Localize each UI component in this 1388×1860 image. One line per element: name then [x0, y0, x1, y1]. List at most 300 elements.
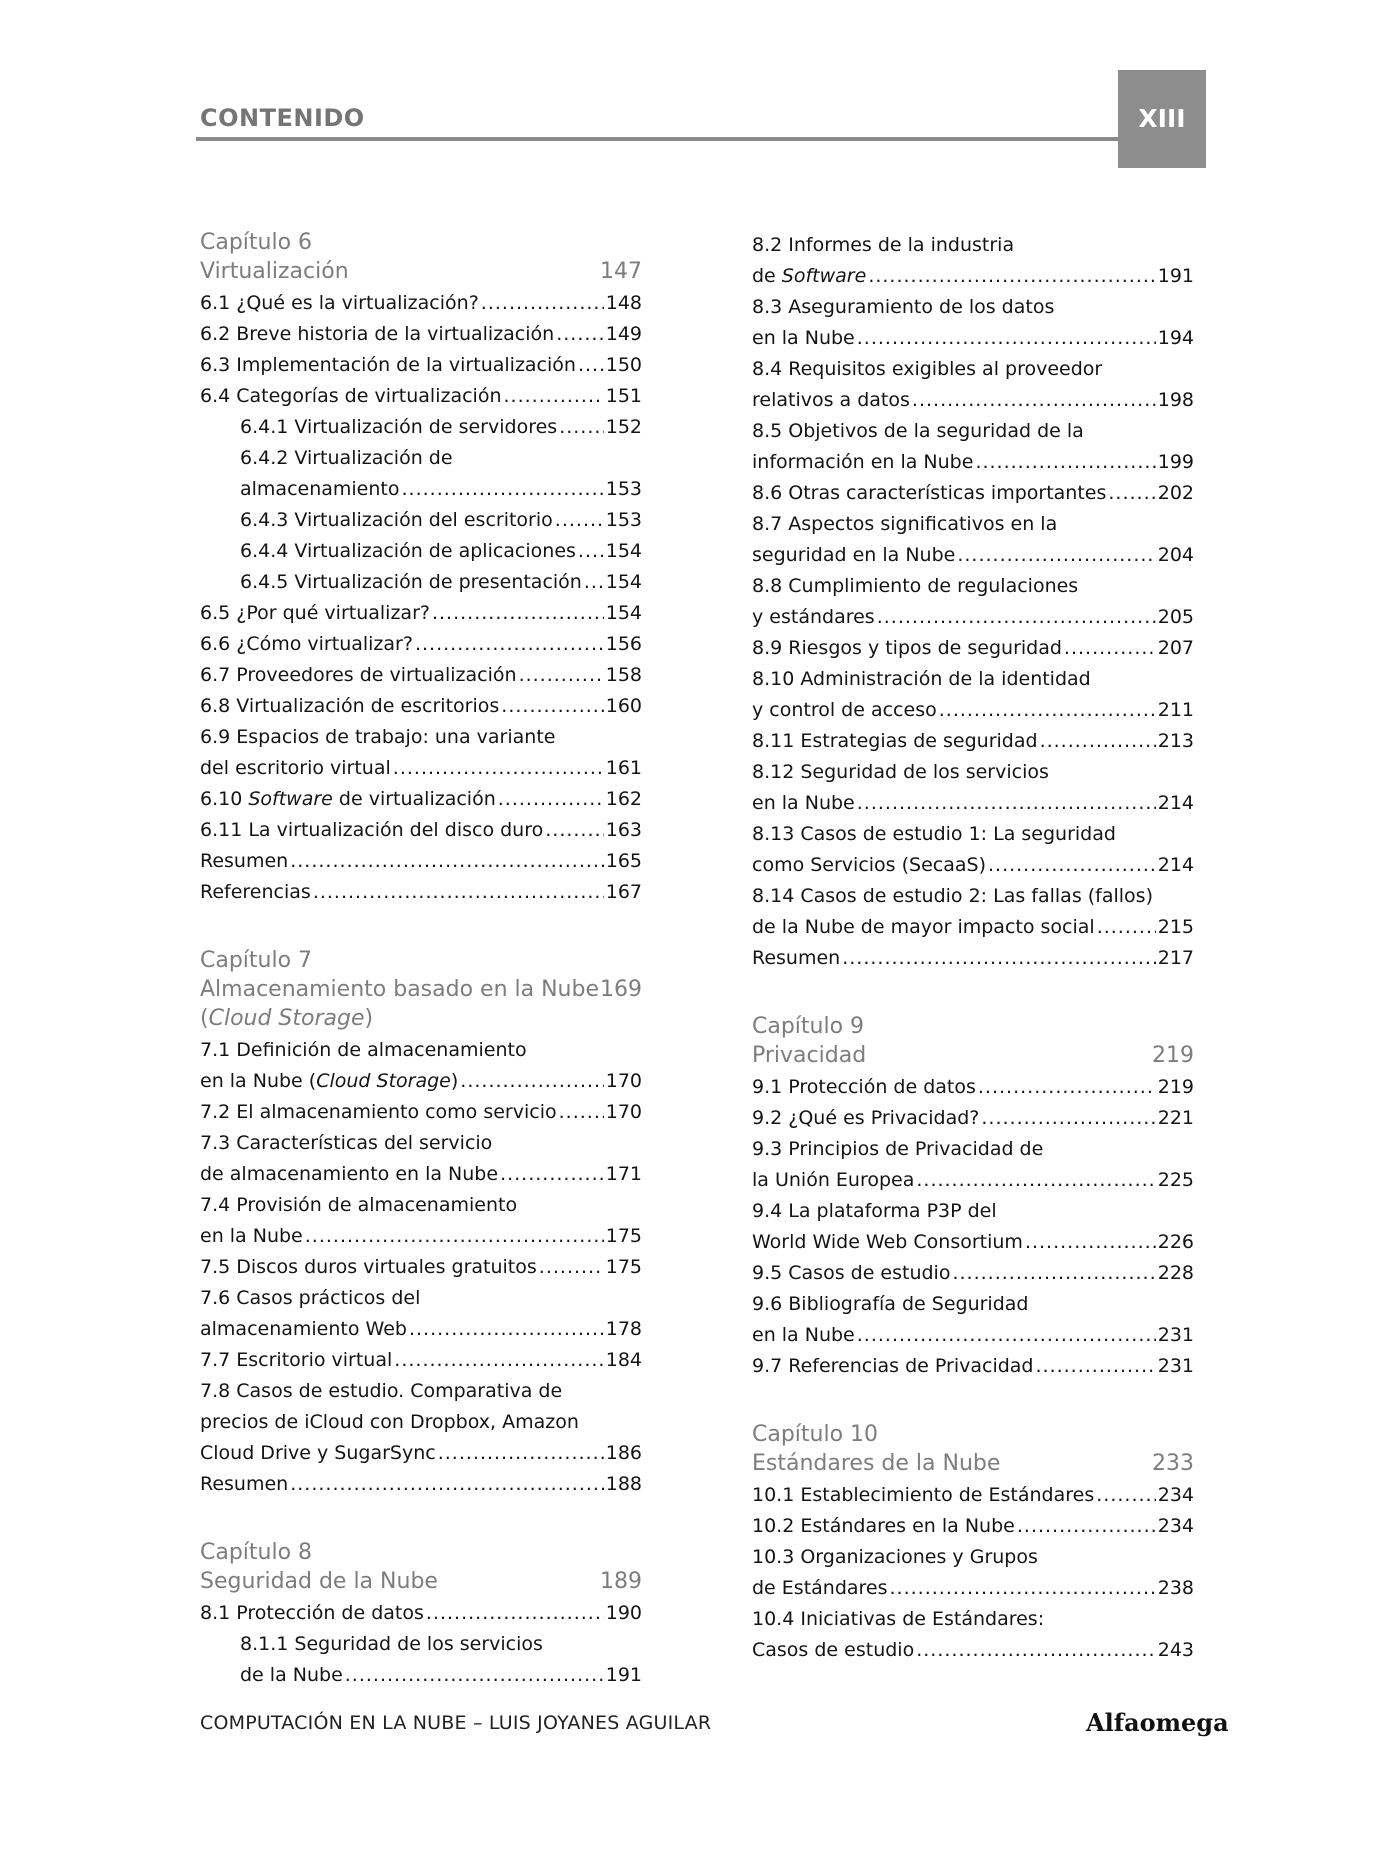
toc-entry-text: 6.4.4 Virtualización de aplicaciones: [240, 540, 576, 562]
toc-entry-page: 243: [1157, 1639, 1194, 1661]
dot-leader: [500, 1159, 604, 1190]
dot-leader: [1017, 1511, 1156, 1542]
toc-entry-text: 9.1 Protección de datos: [752, 1076, 976, 1098]
toc-entry-page: 154: [605, 571, 642, 593]
dot-leader: [460, 1066, 603, 1097]
toc-entry: [752, 571, 1194, 633]
toc-entry-line: [200, 1345, 642, 1376]
toc-entry: [752, 1351, 1194, 1382]
toc-entry: [752, 292, 1194, 354]
toc-entry-text: 8.4 Requisitos exigibles al proveedor: [752, 358, 1103, 380]
chapter-label: Capítulo 6: [200, 230, 313, 255]
toc-entry: [752, 1072, 1194, 1103]
toc-entry-line: [200, 691, 642, 722]
toc-entry-text: 8.8 Cumplimiento de regulaciones: [752, 575, 1079, 597]
toc-entry-line: [240, 412, 642, 443]
toc-entry-text: 6.10 Software de virtualización: [200, 788, 496, 810]
toc-entry: [200, 1035, 642, 1097]
toc-entry-text: 8.14 Casos de estudio 2: Las fallas (fallos): [752, 885, 1153, 907]
chapter-page: 169: [600, 977, 642, 1002]
chapter-page: 147: [600, 259, 642, 284]
toc-entry-text: del escritorio virtual: [200, 757, 391, 779]
dot-leader: [432, 598, 604, 629]
toc-entry-text: 8.2 Informes de la industria: [752, 234, 1015, 256]
toc-entry-text: Resumen: [752, 947, 841, 969]
toc-entry-text: Referencias: [200, 881, 311, 903]
page-number-tab: XIII: [1118, 70, 1206, 168]
toc-entry: [200, 1097, 642, 1128]
dot-leader: [290, 1469, 604, 1500]
toc-entry-line: [752, 1165, 1194, 1196]
toc-entry: [200, 815, 642, 846]
toc-entry-line: [200, 753, 642, 784]
toc-entry-page: 162: [605, 788, 642, 810]
toc-entry-text: 7.5 Discos duros virtuales gratuitos: [200, 1256, 537, 1278]
toc-entry-line: [752, 385, 1194, 416]
dot-leader: [559, 1097, 604, 1128]
dot-leader: [426, 1598, 604, 1629]
toc-entry-page: 178: [605, 1318, 642, 1340]
toc-entry-text: 9.4 La plataforma P3P del: [752, 1200, 997, 1222]
toc-entry: [752, 1480, 1194, 1511]
toc-entry: [200, 1629, 642, 1691]
chapter-title-text: Estándares de la Nube: [752, 1451, 1001, 1476]
dot-leader: [584, 567, 604, 598]
toc-entry-page: 213: [1157, 730, 1194, 752]
dot-leader: [952, 1258, 1155, 1289]
toc-entry-list: [752, 1072, 1194, 1382]
toc-entry-line: [240, 505, 642, 536]
toc-entry-line: [752, 1072, 1194, 1103]
toc-entry-line: [752, 1320, 1194, 1351]
toc-entry: [752, 1289, 1194, 1351]
toc-entry-page: 190: [605, 1602, 642, 1624]
toc-entry-page: 151: [605, 385, 642, 407]
toc-entry-page: 198: [1157, 389, 1194, 411]
toc-entry-page: 161: [605, 757, 642, 779]
toc-entry: [752, 1542, 1194, 1604]
toc-entry: [752, 943, 1194, 974]
toc-entry: [200, 1128, 642, 1190]
dot-leader: [857, 788, 1156, 819]
toc-entry-page: 228: [1157, 1262, 1194, 1284]
toc-entry-text: 6.2 Breve historia de la virtualización: [200, 323, 555, 345]
toc-entry: [200, 443, 642, 505]
toc-entry-text: en la Nube (Cloud Storage): [200, 1070, 459, 1092]
toc-entry: [200, 660, 642, 691]
toc-entry-line: [752, 850, 1194, 881]
running-header-title: CONTENIDO: [200, 104, 365, 132]
toc-entry-line: [200, 815, 642, 846]
toc-entry-page: 167: [605, 881, 642, 903]
toc-entry-page: 231: [1157, 1324, 1194, 1346]
toc-entry-page: 191: [1157, 265, 1194, 287]
toc-entry-page: 149: [605, 323, 642, 345]
toc-entry-text: 7.2 El almacenamiento como servicio: [200, 1101, 557, 1123]
toc-entry-text: 9.2 ¿Qué es Privacidad?: [752, 1107, 980, 1129]
toc-column-left: [200, 228, 642, 1729]
chapter-label: Capítulo 9: [752, 1014, 865, 1039]
toc-entry: [752, 509, 1194, 571]
dot-leader: [857, 1320, 1156, 1351]
toc-entry-line: [752, 261, 1194, 292]
toc-entry-line: [752, 602, 1194, 633]
toc-entry-italic: Software: [248, 788, 333, 810]
toc-entry: [200, 1376, 642, 1469]
toc-entry-text: 6.5 ¿Por qué virtualizar?: [200, 602, 430, 624]
toc-entry-text: 7.7 Escritorio virtual: [200, 1349, 393, 1371]
dot-leader: [890, 1573, 1156, 1604]
toc-entry-page: 238: [1157, 1577, 1194, 1599]
toc-entry-text: de la Nube: [240, 1664, 343, 1686]
toc-entry-line: [200, 1159, 642, 1190]
dot-leader: [305, 1221, 604, 1252]
toc-entry-page: 171: [605, 1163, 642, 1185]
toc-entry-page: 225: [1157, 1169, 1194, 1191]
toc-entry: [752, 1258, 1194, 1289]
toc-entry-line: [200, 784, 642, 815]
dot-leader: [916, 1165, 1155, 1196]
toc-entry-text: almacenamiento: [240, 478, 400, 500]
toc-entry-line: [200, 1097, 642, 1128]
toc-entry-text: en la Nube: [752, 327, 855, 349]
toc-entry-line: [752, 633, 1194, 664]
toc-entry-text: 10.4 Iniciativas de Estándares:: [752, 1608, 1045, 1630]
toc-entry-text: 9.6 Bibliografía de Seguridad: [752, 1293, 1029, 1315]
toc-entry: [200, 319, 642, 350]
toc-entry-page: 217: [1157, 947, 1194, 969]
chapter-section: [752, 1420, 1194, 1666]
toc-entry-page: 215: [1157, 916, 1194, 938]
chapter-section: [200, 228, 642, 908]
dot-leader: [868, 261, 1155, 292]
toc-entry-line: [240, 536, 642, 567]
toc-entry-page: 153: [605, 509, 642, 531]
toc-entry: [200, 381, 642, 412]
chapter-title-text: Seguridad de la Nube: [200, 1569, 438, 1594]
toc-entry-line: [200, 877, 642, 908]
toc-entry-page: 175: [605, 1256, 642, 1278]
toc-entry-line: [200, 1314, 642, 1345]
toc-entry-line: [752, 478, 1194, 509]
toc-column-right: [752, 228, 1194, 1704]
toc-entry-text: como Servicios (SecaaS): [752, 854, 986, 876]
dot-leader: [981, 1103, 1155, 1134]
dot-leader: [393, 753, 604, 784]
toc-entry-page: 156: [605, 633, 642, 655]
toc-entry: [752, 726, 1194, 757]
toc-entry-text: 8.10 Administración de la identidad: [752, 668, 1091, 690]
dot-leader: [1035, 1351, 1155, 1382]
toc-entry-line: [200, 1438, 642, 1469]
chapter-title: [200, 257, 642, 286]
dot-leader: [975, 447, 1155, 478]
toc-entry: [200, 1252, 642, 1283]
toc-entry-line: [752, 1103, 1194, 1134]
toc-entry-line: [752, 540, 1194, 571]
chapter-section: [200, 1538, 642, 1691]
toc-entry-text: 7.3 Características del servicio: [200, 1132, 493, 1154]
toc-entry: [752, 416, 1194, 478]
toc-entry-page: 211: [1157, 699, 1194, 721]
toc-entry-text: 6.8 Virtualización de escritorios: [200, 695, 500, 717]
toc-entry: [200, 722, 642, 784]
toc-entry-text: 8.1 Protección de datos: [200, 1602, 424, 1624]
chapter-label: Capítulo 7: [200, 948, 313, 973]
toc-entry-text: 6.4.3 Virtualización del escritorio: [240, 509, 553, 531]
chapter-section: [752, 1012, 1194, 1382]
toc-entry-list: [752, 1480, 1194, 1666]
toc-entry: [200, 877, 642, 908]
toc-entry-page: 199: [1157, 451, 1194, 473]
toc-entry: [752, 1196, 1194, 1258]
toc-entry-page: 152: [605, 416, 642, 438]
toc-entry-text: información en la Nube: [752, 451, 974, 473]
toc-entry-line: [200, 350, 642, 381]
toc-entry-line: [200, 1066, 642, 1097]
toc-entry-italic: Cloud Storage: [316, 1070, 451, 1092]
toc-entry-text: 6.4.1 Virtualización de servidores: [240, 416, 558, 438]
dot-leader: [555, 505, 604, 536]
toc-entry-text: Cloud Drive y SugarSync: [200, 1442, 436, 1464]
toc-entry: [752, 230, 1194, 292]
toc-entry-text: 8.11 Estrategias de seguridad: [752, 730, 1038, 752]
toc-entry-text: seguridad en la Nube: [752, 544, 956, 566]
toc-entry-line: [200, 598, 642, 629]
chapter-page: 219: [1152, 1043, 1194, 1068]
toc-entry-text: 8.5 Objetivos de la seguridad de la: [752, 420, 1084, 442]
toc-entry: [200, 598, 642, 629]
dot-leader: [409, 1314, 604, 1345]
toc-entry-text: 10.1 Establecimiento de Estándares: [752, 1484, 1095, 1506]
dot-leader: [501, 691, 603, 722]
toc-entry-line: [752, 788, 1194, 819]
toc-entry-page: 207: [1157, 637, 1194, 659]
dot-leader: [916, 1635, 1156, 1666]
toc-entry-line: [752, 695, 1194, 726]
dot-leader: [438, 1438, 604, 1469]
dot-leader: [290, 846, 604, 877]
toc-entry-line: [200, 319, 642, 350]
toc-entry-line: [240, 567, 642, 598]
toc-entry-text: 6.11 La virtualización del disco duro: [200, 819, 544, 841]
toc-entry-text: Casos de estudio: [752, 1639, 915, 1661]
toc-entry-text: 6.4.5 Virtualización de presentación: [240, 571, 582, 593]
toc-entry-text: y estándares: [752, 606, 875, 628]
dot-leader: [1040, 726, 1156, 757]
toc-entry-text: 6.4.2 Virtualización de: [240, 447, 453, 469]
toc-entry-text: de la Nube de mayor impacto social: [752, 916, 1095, 938]
toc-entry-line: [240, 474, 642, 505]
toc-entry: [752, 1511, 1194, 1542]
dot-leader: [394, 1345, 603, 1376]
toc-entry-text: 8.3 Aseguramiento de los datos: [752, 296, 1055, 318]
toc-entry-text: 6.6 ¿Cómo virtualizar?: [200, 633, 413, 655]
toc-entry-line: [752, 912, 1194, 943]
toc-entry: [200, 536, 642, 567]
dot-leader: [481, 288, 604, 319]
toc-entry-line: [752, 1573, 1194, 1604]
toc-entry-italic: Software: [781, 265, 867, 287]
toc-entry-line: [752, 1511, 1194, 1542]
dot-leader: [519, 660, 604, 691]
toc-entry-text: 8.7 Aspectos significativos en la: [752, 513, 1058, 535]
toc-entry: [752, 1103, 1194, 1134]
chapter-section: [200, 946, 642, 1500]
toc-entry-text: 6.9 Espacios de trabajo: una variante: [200, 726, 556, 748]
dot-leader: [939, 695, 1156, 726]
toc-entry-text: 8.9 Riesgos y tipos de seguridad: [752, 637, 1062, 659]
dot-leader: [1097, 912, 1156, 943]
toc-entry-text: precios de iCloud con Dropbox, Amazon: [200, 1411, 579, 1433]
toc-entry-text: 8.12 Seguridad de los servicios: [752, 761, 1049, 783]
toc-entry-page: 188: [605, 1473, 642, 1495]
toc-entry-list: [752, 230, 1194, 974]
toc-entry-page: 204: [1157, 544, 1194, 566]
toc-entry-page: 231: [1157, 1355, 1194, 1377]
toc-entry: [752, 1134, 1194, 1196]
toc-entry-text: en la Nube: [752, 792, 855, 814]
toc-entry-page: 219: [1157, 1076, 1194, 1098]
chapter-title: [752, 1449, 1194, 1478]
toc-entry-text: 6.3 Implementación de la virtualización: [200, 354, 576, 376]
toc-entry-page: 194: [1157, 327, 1194, 349]
toc-entry-text: 8.13 Casos de estudio 1: La seguridad: [752, 823, 1116, 845]
toc-entry-line: [752, 323, 1194, 354]
toc-entry-text: Resumen: [200, 1473, 289, 1495]
toc-entry-line: [752, 447, 1194, 478]
toc-entry-text: almacenamiento Web: [200, 1318, 407, 1340]
dot-leader: [556, 319, 604, 350]
toc-entry-page: 175: [605, 1225, 642, 1247]
footer-publisher: Alfaomega: [1086, 1708, 1229, 1737]
toc-entry: [200, 1283, 642, 1345]
toc-entry-list: [200, 1598, 642, 1691]
toc-entry-page: 170: [605, 1070, 642, 1092]
toc-entry-page: 148: [605, 292, 642, 314]
toc-entry-line: [200, 1221, 642, 1252]
dot-leader: [957, 540, 1155, 571]
toc-entry: [200, 567, 642, 598]
dot-leader: [842, 943, 1156, 974]
toc-entry-line: [240, 1660, 642, 1691]
toc-entry-list: [200, 1035, 642, 1500]
toc-entry-page: 158: [605, 664, 642, 686]
toc-entry-text: 7.4 Provisión de almacenamiento: [200, 1194, 518, 1216]
toc-entry-text: 8.1.1 Seguridad de los servicios: [240, 1633, 543, 1655]
toc-entry-page: 154: [605, 540, 642, 562]
toc-entry-text: 10.2 Estándares en la Nube: [752, 1515, 1015, 1537]
toc-entry-page: 214: [1157, 792, 1194, 814]
toc-entry-page: 154: [605, 602, 642, 624]
dot-leader: [978, 1072, 1156, 1103]
toc-entry-line: [752, 726, 1194, 757]
toc-entry-text: 8.6 Otras características importantes: [752, 482, 1107, 504]
dot-leader: [1096, 1480, 1155, 1511]
chapter-label: Capítulo 8: [200, 1540, 313, 1565]
toc-entry-page: 184: [605, 1349, 642, 1371]
toc-entry-line: [200, 1252, 642, 1283]
toc-entry: [752, 1604, 1194, 1666]
dot-leader: [1108, 478, 1155, 509]
toc-entry: [752, 881, 1194, 943]
toc-entry: [752, 354, 1194, 416]
toc-entry-line: [200, 660, 642, 691]
toc-entry-text: en la Nube: [200, 1225, 303, 1247]
toc-entry: [200, 412, 642, 443]
dot-leader: [1025, 1227, 1156, 1258]
toc-entry: [752, 757, 1194, 819]
chapter-title-text: Virtualización: [200, 259, 349, 284]
toc-entry-text: World Wide Web Consortium: [752, 1231, 1023, 1253]
toc-entry: [200, 846, 642, 877]
chapter-page: 233: [1152, 1451, 1194, 1476]
dot-leader: [539, 1252, 604, 1283]
toc-entry-line: [200, 629, 642, 660]
toc-entry-text: 6.1 ¿Qué es la virtualización?: [200, 292, 479, 314]
dot-leader: [578, 536, 604, 567]
toc-entry: [200, 1190, 642, 1252]
dot-leader: [578, 350, 604, 381]
toc-entry-text: relativos a datos: [752, 389, 910, 411]
chapter-title-italic: Cloud Storage: [208, 1006, 365, 1031]
toc-entry-page: 234: [1157, 1484, 1194, 1506]
toc-entry-page: 191: [605, 1664, 642, 1686]
toc-entry-page: 170: [605, 1101, 642, 1123]
toc-entry-text: Resumen: [200, 850, 289, 872]
toc-entry: [752, 819, 1194, 881]
chapter-title: [752, 1041, 1194, 1070]
toc-entry-line: [200, 1469, 642, 1500]
toc-entry-page: 221: [1157, 1107, 1194, 1129]
toc-entry-text: en la Nube: [752, 1324, 855, 1346]
toc-entry: [200, 1469, 642, 1500]
toc-entry-page: 226: [1157, 1231, 1194, 1253]
toc-entry-text: la Unión Europea: [752, 1169, 915, 1191]
toc-entry: [200, 350, 642, 381]
toc-entry: [200, 1598, 642, 1629]
toc-entry-text: 10.3 Organizaciones y Grupos: [752, 1546, 1038, 1568]
toc-entry-line: [752, 1351, 1194, 1382]
toc-entry: [752, 478, 1194, 509]
toc-entry-text: 7.6 Casos prácticos del: [200, 1287, 421, 1309]
toc-entry-text: 9.7 Referencias de Privacidad: [752, 1355, 1034, 1377]
toc-entry: [200, 629, 642, 660]
toc-entry-text: 6.4 Categorías de virtualización: [200, 385, 502, 407]
toc-entry-text: de Estándares: [752, 1577, 888, 1599]
toc-entry-line: [752, 1227, 1194, 1258]
dot-leader: [988, 850, 1156, 881]
toc-entry-text: 6.7 Proveedores de virtualización: [200, 664, 517, 686]
toc-entry-text: 9.5 Casos de estudio: [752, 1262, 951, 1284]
dot-leader: [559, 412, 604, 443]
dot-leader: [912, 385, 1156, 416]
toc-entry: [752, 633, 1194, 664]
toc-entry-text: 7.1 Definición de almacenamiento: [200, 1039, 527, 1061]
dot-leader: [857, 323, 1156, 354]
toc-entry-page: 214: [1157, 854, 1194, 876]
header-rule: [196, 137, 1206, 141]
dot-leader: [545, 815, 604, 846]
chapter-label: Capítulo 10: [752, 1422, 879, 1447]
toc-entry-page: 186: [605, 1442, 642, 1464]
toc-entry: [200, 1345, 642, 1376]
dot-leader: [504, 381, 604, 412]
toc-entry-line: [200, 846, 642, 877]
dot-leader: [415, 629, 604, 660]
chapter-title-text: Almacenamiento basado en la Nube (Cloud Storage): [200, 977, 599, 1031]
toc-entry-text: 9.3 Principios de Privacidad de: [752, 1138, 1044, 1160]
